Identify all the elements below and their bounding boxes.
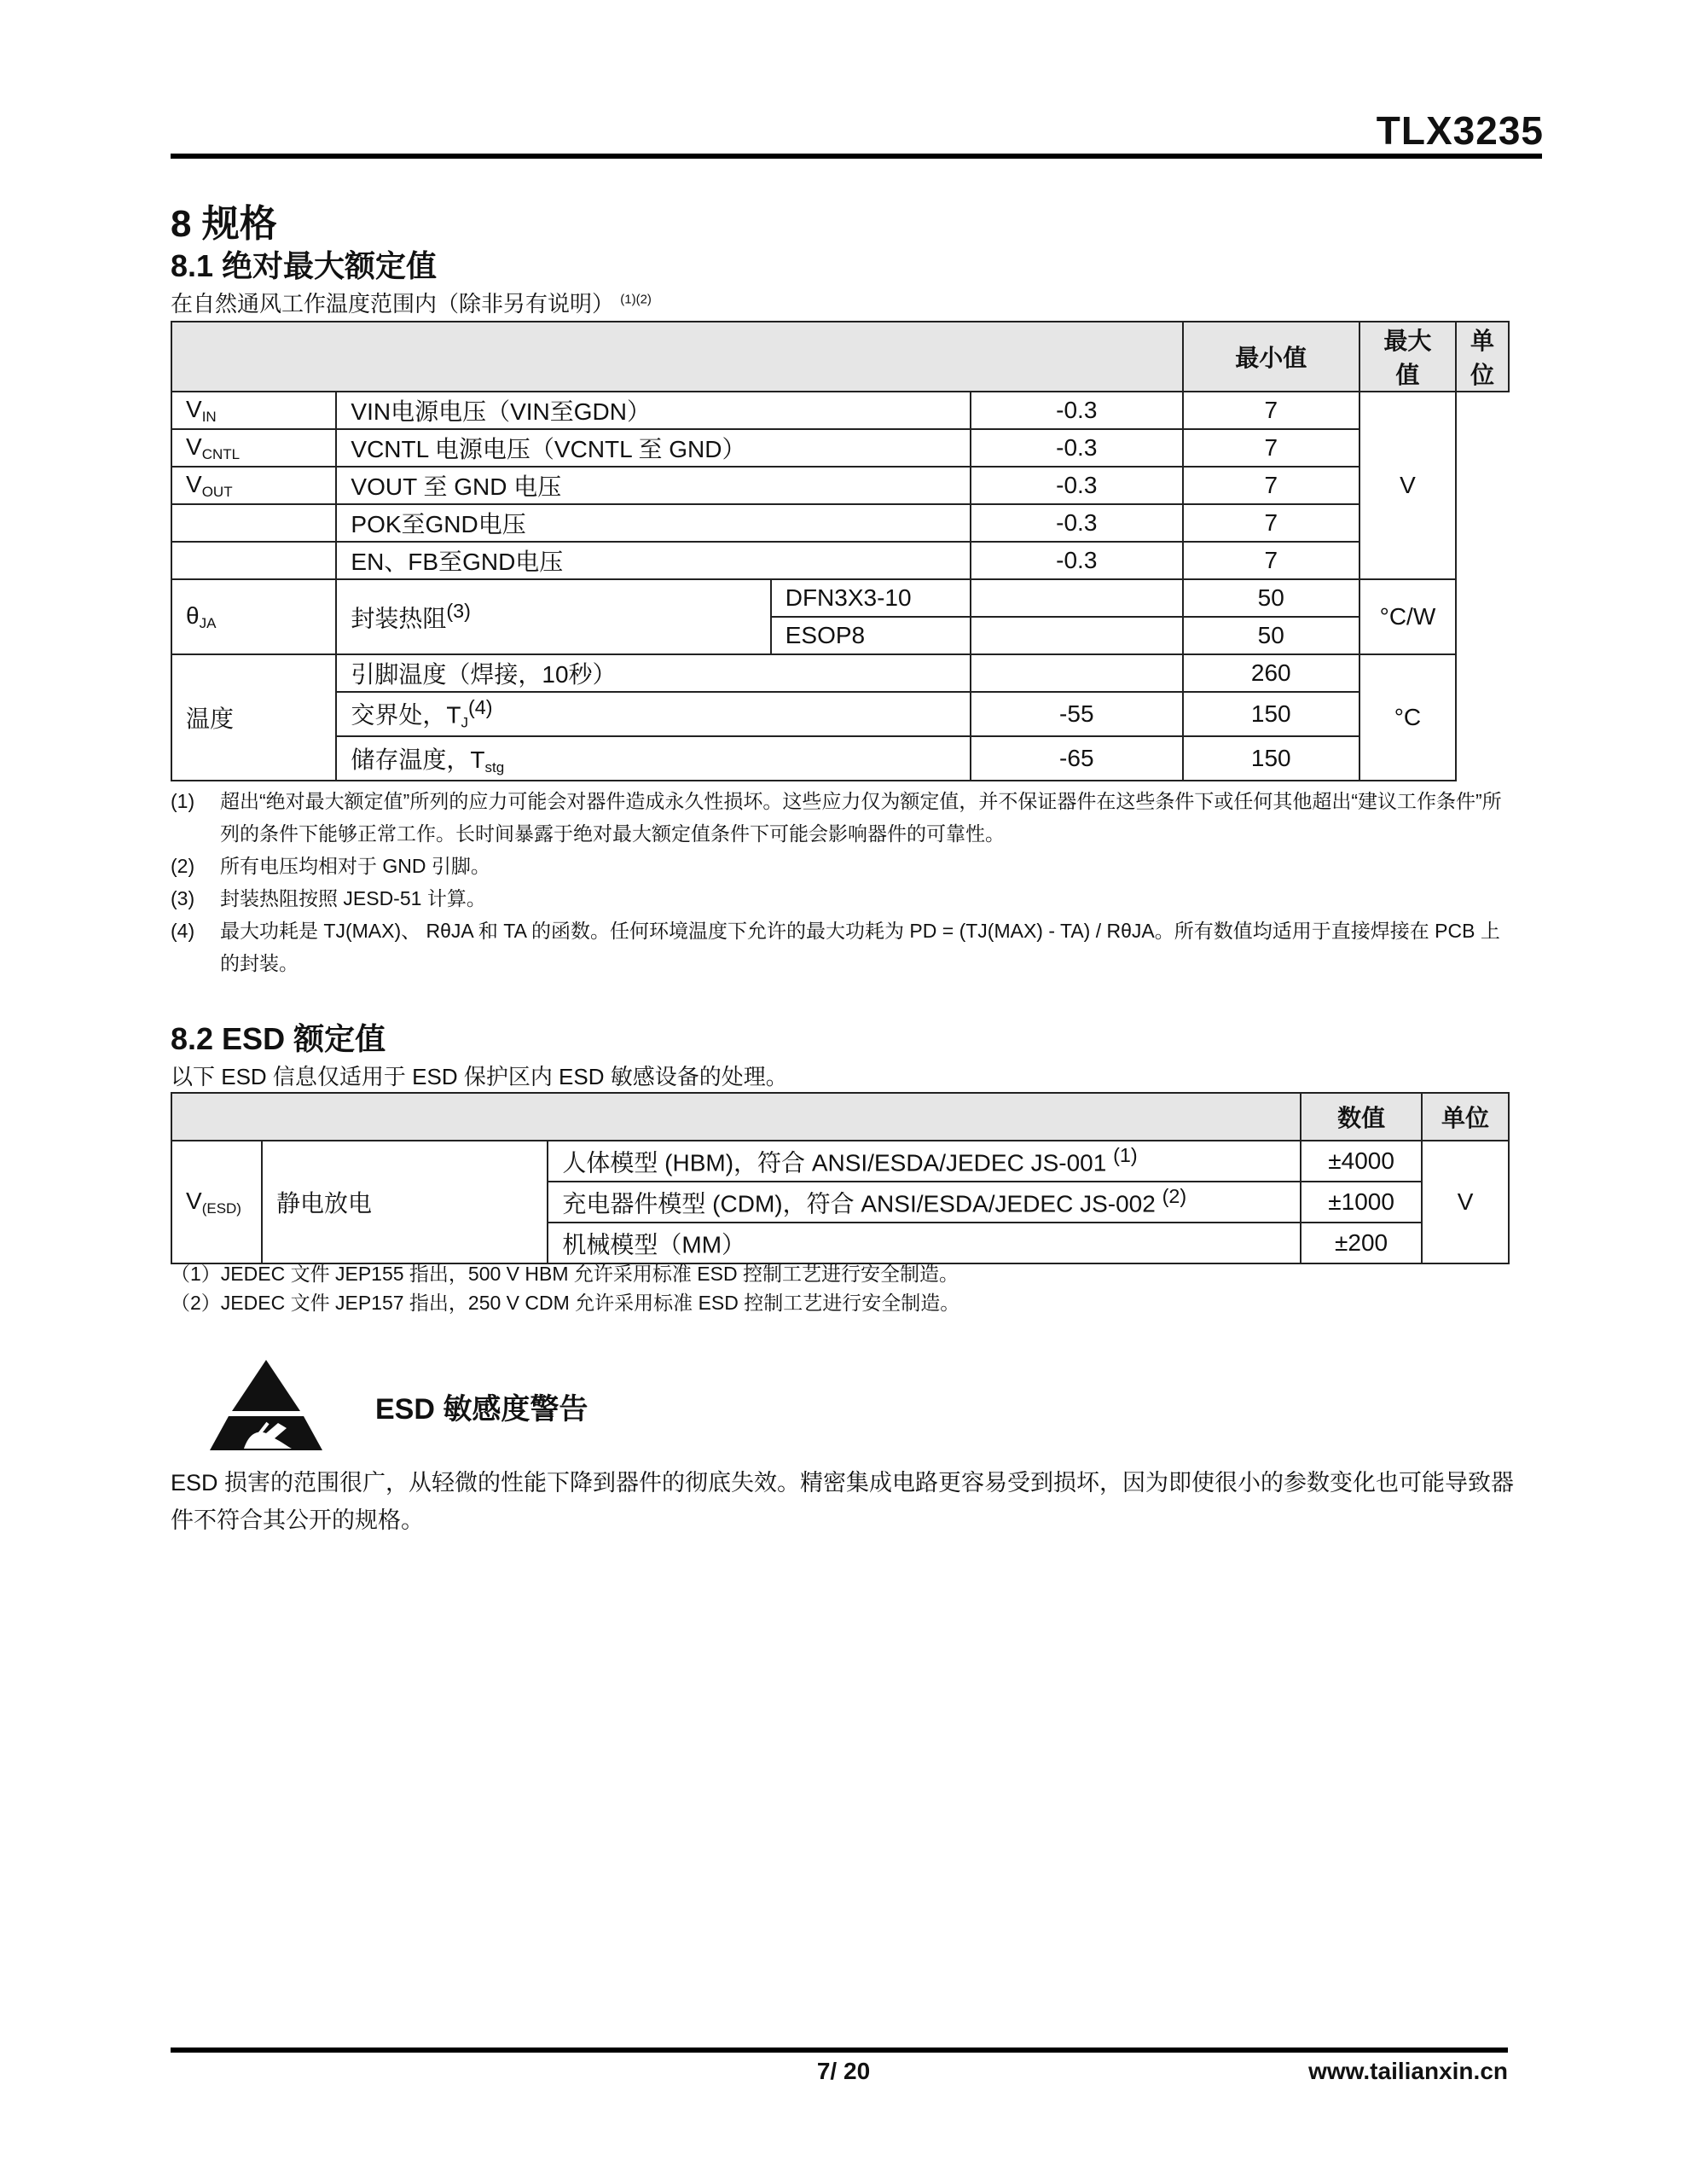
esd-warning-icon (205, 1360, 331, 1454)
unit-cell: °C/W (1359, 579, 1456, 654)
parameter-cell: POK至GND电压 (336, 504, 971, 542)
temperature-label-cell: 温度 (171, 654, 336, 781)
min-cell: -0.3 (971, 542, 1183, 579)
table-row (171, 654, 1509, 692)
footnote: （2）JEDEC 文件 JEP157 指出，250 V CDM 允许采用标准 ESD 控制工艺进行安全制造。 (171, 1292, 960, 1314)
min-cell: -65 (971, 736, 1183, 781)
table-row (171, 692, 1509, 736)
parameter-cell: VCNTL 电源电压（VCNTL 至 GND） (336, 429, 971, 467)
footnote: (4) 最大功耗是 TJ(MAX)、 RθJA 和 TA 的函数。任何环境温度下允许的最大功耗为 PD = (TJ(MAX) - TA) / RθJA。所有数值均适用于直接焊接在 PCB 上的封装。 (171, 920, 1500, 974)
table-row (171, 392, 1509, 429)
footnote: （1）JEDEC 文件 JEP155 指出，500 V HBM 允许采用标准 ESD 控制工艺进行安全制造。 (171, 1263, 959, 1285)
unit-cell: °C (1359, 654, 1456, 781)
section-title: 8 规格 (171, 203, 277, 245)
max-cell: 7 (1183, 429, 1359, 467)
symbol-cell: $V_{(ESD)}$ (171, 1141, 262, 1263)
symbol-cell: $V_{CNTL}$ (171, 429, 336, 467)
esd-label-cell: 静电放电 (262, 1141, 548, 1263)
esd-warning-text: ESD 损害的范围很广，从轻微的性能下降到器件的彻底失效。精密集成电路更容易受到损坏，因为即使很小的参数变化也可能导致器件不符合其公开的规格。 (171, 1470, 1515, 1533)
parameter-cell: VIN电源电压（VIN至GDN） (336, 392, 971, 429)
package-cell: ESOP8 (771, 617, 971, 654)
value-cell: ±1000 (1301, 1182, 1422, 1223)
table-row (171, 736, 1509, 781)
document-part-number: TLX3235 (1376, 108, 1544, 153)
parameter-cell: EN、FB至GND电压 (336, 542, 971, 579)
header-value: 数值 (1301, 1093, 1422, 1141)
max-cell: 7 (1183, 467, 1359, 504)
table-row (171, 1141, 1509, 1182)
intro-footnote-ref: (1)(2) (620, 292, 652, 307)
footer-rule (171, 2048, 1508, 2053)
value-cell: ±4000 (1301, 1141, 1422, 1182)
package-cell: DFN3X3-10 (771, 579, 971, 617)
esd-table (171, 1092, 1510, 1264)
min-cell: -0.3 (971, 467, 1183, 504)
table-header-row (171, 322, 1509, 392)
symbol-cell: $V_{OUT}$ (171, 467, 336, 504)
symbol-cell (171, 542, 336, 579)
symbol-cell (171, 504, 336, 542)
abs-max-notes (171, 785, 1518, 979)
max-cell: 150 (1183, 692, 1359, 736)
model-cell: 充电器件模型 (CDM)，符合 ANSI/ESDA/JEDEC JS-002 $^{(2)}$ (548, 1182, 1301, 1223)
model-cell: 机械模型（MM） (548, 1223, 1301, 1263)
model-cell: 人体模型 (HBM)，符合 ANSI/ESDA/JEDEC JS-001 $^{(1)}$ (548, 1141, 1301, 1182)
max-cell: 150 (1183, 736, 1359, 781)
website-link[interactable]: www.tailianxin.cn (1308, 2058, 1508, 2084)
footnote: (3) 封装热阻按照 JESD-51 计算。 (171, 887, 486, 909)
parameter-cell: 储存温度，$T_{stg}$ (336, 736, 971, 781)
abs-max-table (171, 321, 1510, 781)
header-max: 最大值 (1359, 322, 1456, 392)
parameter-cell: 引脚温度（焊接，10秒） (336, 654, 971, 692)
symbol-cell: $V_{IN}$ (171, 392, 336, 429)
unit-cell: V (1359, 392, 1456, 579)
header-unit: 单位 (1456, 322, 1509, 392)
min-cell: -55 (971, 692, 1183, 736)
symbol-cell: $\theta_{JA}$ (171, 579, 336, 654)
value-cell: ±200 (1301, 1223, 1422, 1263)
max-cell: 260 (1183, 654, 1359, 692)
max-cell: 50 (1183, 617, 1359, 654)
page-number: 7/ 20 (816, 2058, 871, 2084)
header-unit: 单位 (1422, 1093, 1509, 1141)
min-cell (971, 579, 1183, 617)
table-row (171, 542, 1509, 579)
esd-notes (171, 1259, 959, 1317)
min-cell: -0.3 (971, 429, 1183, 467)
min-cell: -0.3 (971, 504, 1183, 542)
subsection-title-abs-max: 8.1 绝对最大额定值 (171, 248, 438, 283)
table-row (171, 467, 1509, 504)
subsection-title-esd: 8.2 ESD 额定值 (171, 1021, 386, 1056)
table-row (171, 504, 1509, 542)
header-min: 最小值 (1183, 322, 1359, 392)
max-cell: 7 (1183, 504, 1359, 542)
abs-max-intro: 在自然通风工作温度范围内（除非另有说明） $^{(1)(2)}$ (171, 291, 652, 317)
parameter-cell: VOUT 至 GND 电压 (336, 467, 971, 504)
max-cell: 50 (1183, 579, 1359, 617)
footnote: (2) 所有电压均相对于 GND 引脚。 (171, 855, 490, 877)
max-cell: 7 (1183, 392, 1359, 429)
parameter-cell: 交界处，$T_J^{(4)}$ (336, 692, 971, 736)
min-cell: -0.3 (971, 392, 1183, 429)
min-cell (971, 654, 1183, 692)
parameter-cell: 封装热阻$^{(3)}$ (336, 579, 770, 654)
table-row (171, 579, 1509, 617)
unit-cell: V (1422, 1141, 1509, 1263)
footnote: (1) 超出“绝对最大额定值”所列的应力可能会对器件造成永久性损坏。这些应力仅为额定值，并不保证器件在这些条件下或任何其他超出“建议工作条件”所列的条件下能够正常工作。长时间暴露于绝对最大额定值条件下可能会影响器件的可靠性。 (171, 790, 1502, 845)
table-header-row (171, 1093, 1509, 1141)
table-row (171, 429, 1509, 467)
header-rule (171, 154, 1542, 159)
esd-warning-title: ESD 敏感度警告 (375, 1393, 588, 1426)
esd-intro: 以下 ESD 信息仅适用于 ESD 保护区内 ESD 敏感设备的处理。 (171, 1064, 788, 1089)
max-cell: 7 (1183, 542, 1359, 579)
min-cell (971, 617, 1183, 654)
